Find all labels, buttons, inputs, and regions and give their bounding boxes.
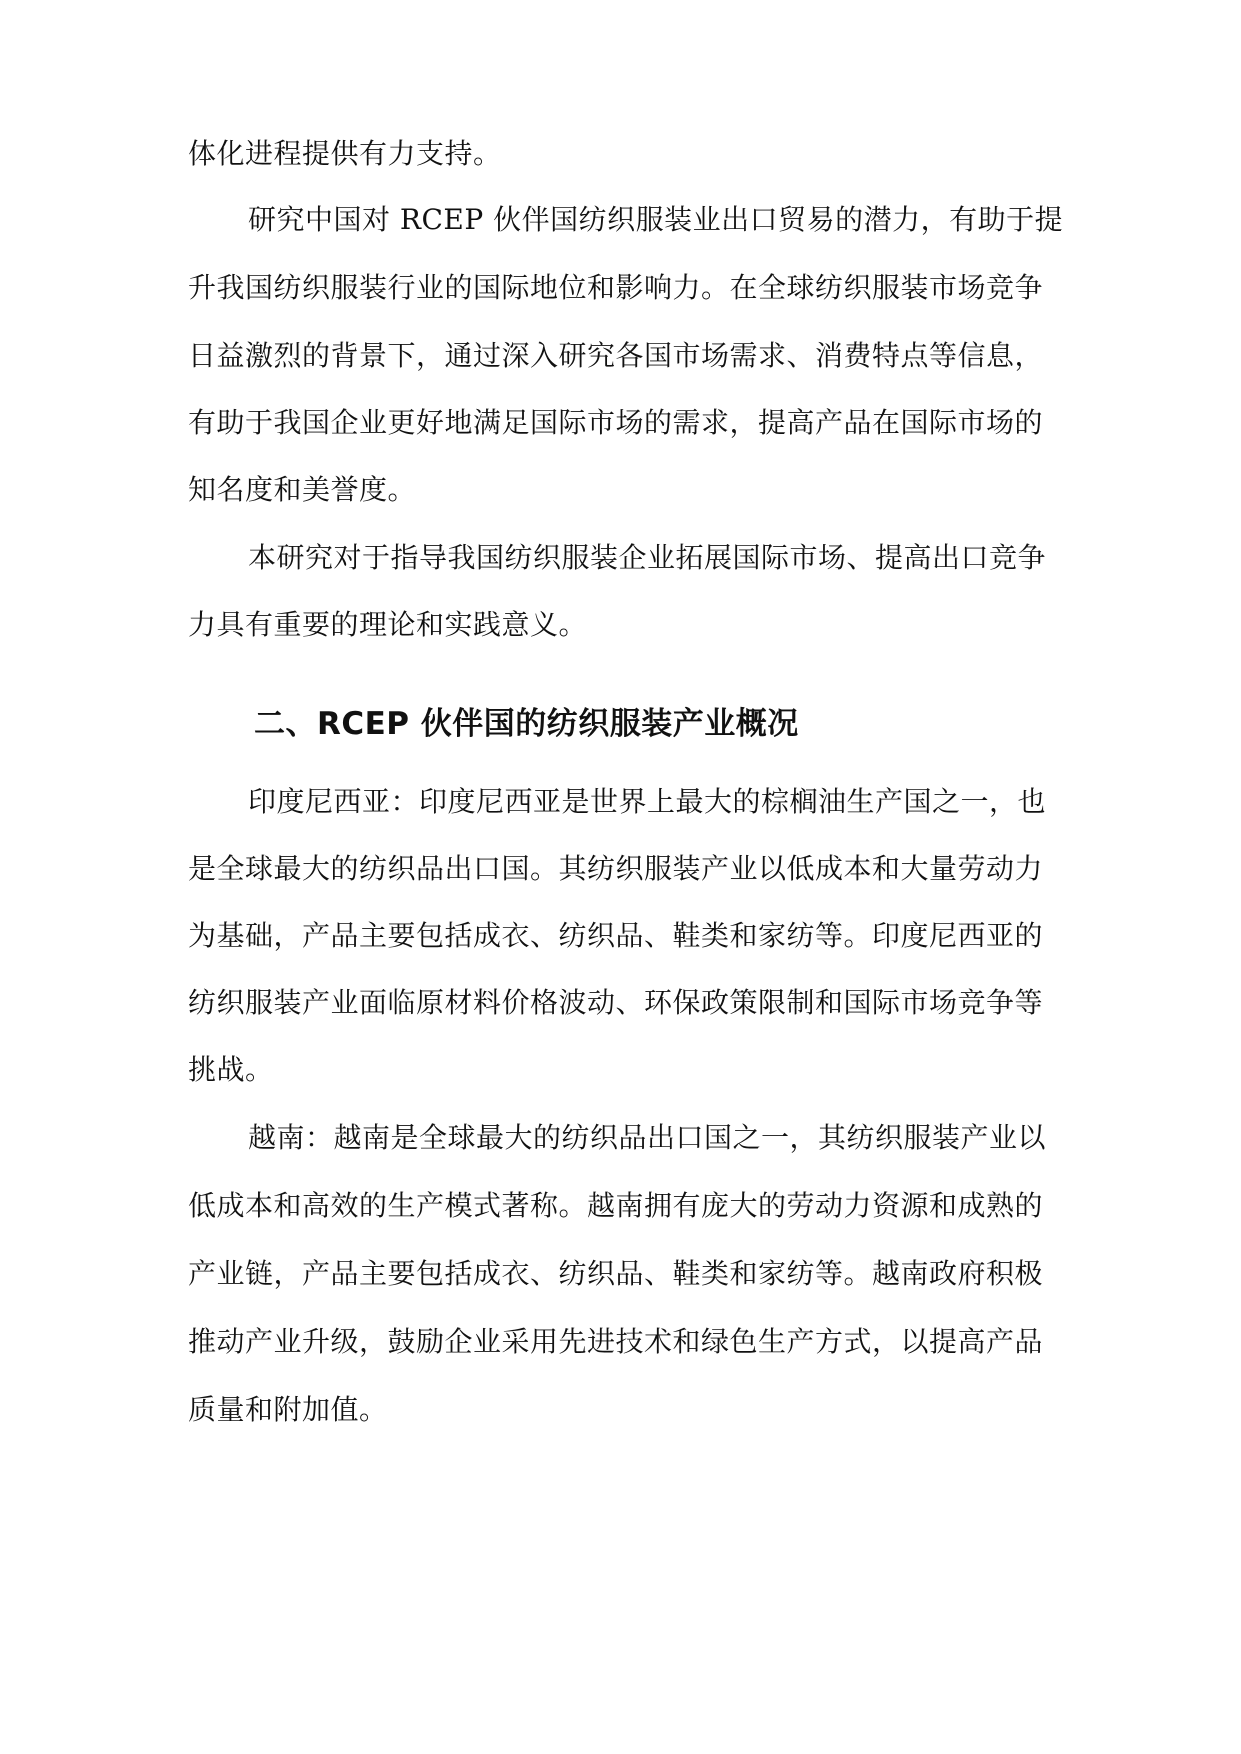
- paragraph-line: 体化进程提供有力支持。: [188, 137, 502, 170]
- paragraph-line: 日益激烈的背景下，通过深入研究各国市场需求、消费特点等信息，: [188, 339, 1044, 372]
- paragraph-line: 是全球最大的纺织品出口国。其纺织服装产业以低成本和大量劳动力: [188, 852, 1044, 885]
- paragraph-line: 挑战。: [188, 1053, 274, 1086]
- paragraph-line: 质量和附加值。: [188, 1393, 388, 1426]
- paragraph-line: 越南：越南是全球最大的纺织品出口国之一，其纺织服装产业以: [248, 1121, 1047, 1154]
- paragraph-line: 纺织服装产业面临原材料价格波动、环保政策限制和国际市场竞争等: [188, 986, 1044, 1019]
- paragraph-line: 低成本和高效的生产模式著称。越南拥有庞大的劳动力资源和成熟的: [188, 1189, 1044, 1222]
- paragraph-line: 印度尼西亚：印度尼西亚是世界上最大的棕榈油生产国之一，也: [248, 785, 1047, 818]
- paragraph-line: 力具有重要的理论和实践意义。: [188, 608, 588, 641]
- paragraph-line: 推动产业升级，鼓励企业采用先进技术和绿色生产方式，以提高产品: [188, 1325, 1044, 1358]
- paragraph-line: 产业链，产品主要包括成衣、纺织品、鞋类和家纺等。越南政府积极: [188, 1257, 1044, 1290]
- paragraph-line: 研究中国对 RCEP 伙伴国纺织服装业出口贸易的潜力，有助于提: [248, 203, 1064, 236]
- paragraph-line: 有助于我国企业更好地满足国际市场的需求，提高产品在国际市场的: [188, 406, 1044, 439]
- paragraph-line: 本研究对于指导我国纺织服装企业拓展国际市场、提高出口竞争: [248, 541, 1047, 574]
- paragraph-line: 知名度和美誉度。: [188, 473, 417, 506]
- paragraph-line: 升我国纺织服装行业的国际地位和影响力。在全球纺织服装市场竞争: [188, 271, 1044, 304]
- section-heading: 二、RCEP 伙伴国的纺织服装产业概况: [254, 706, 799, 742]
- paragraph-line: 为基础，产品主要包括成衣、纺织品、鞋类和家纺等。印度尼西亚的: [188, 919, 1044, 952]
